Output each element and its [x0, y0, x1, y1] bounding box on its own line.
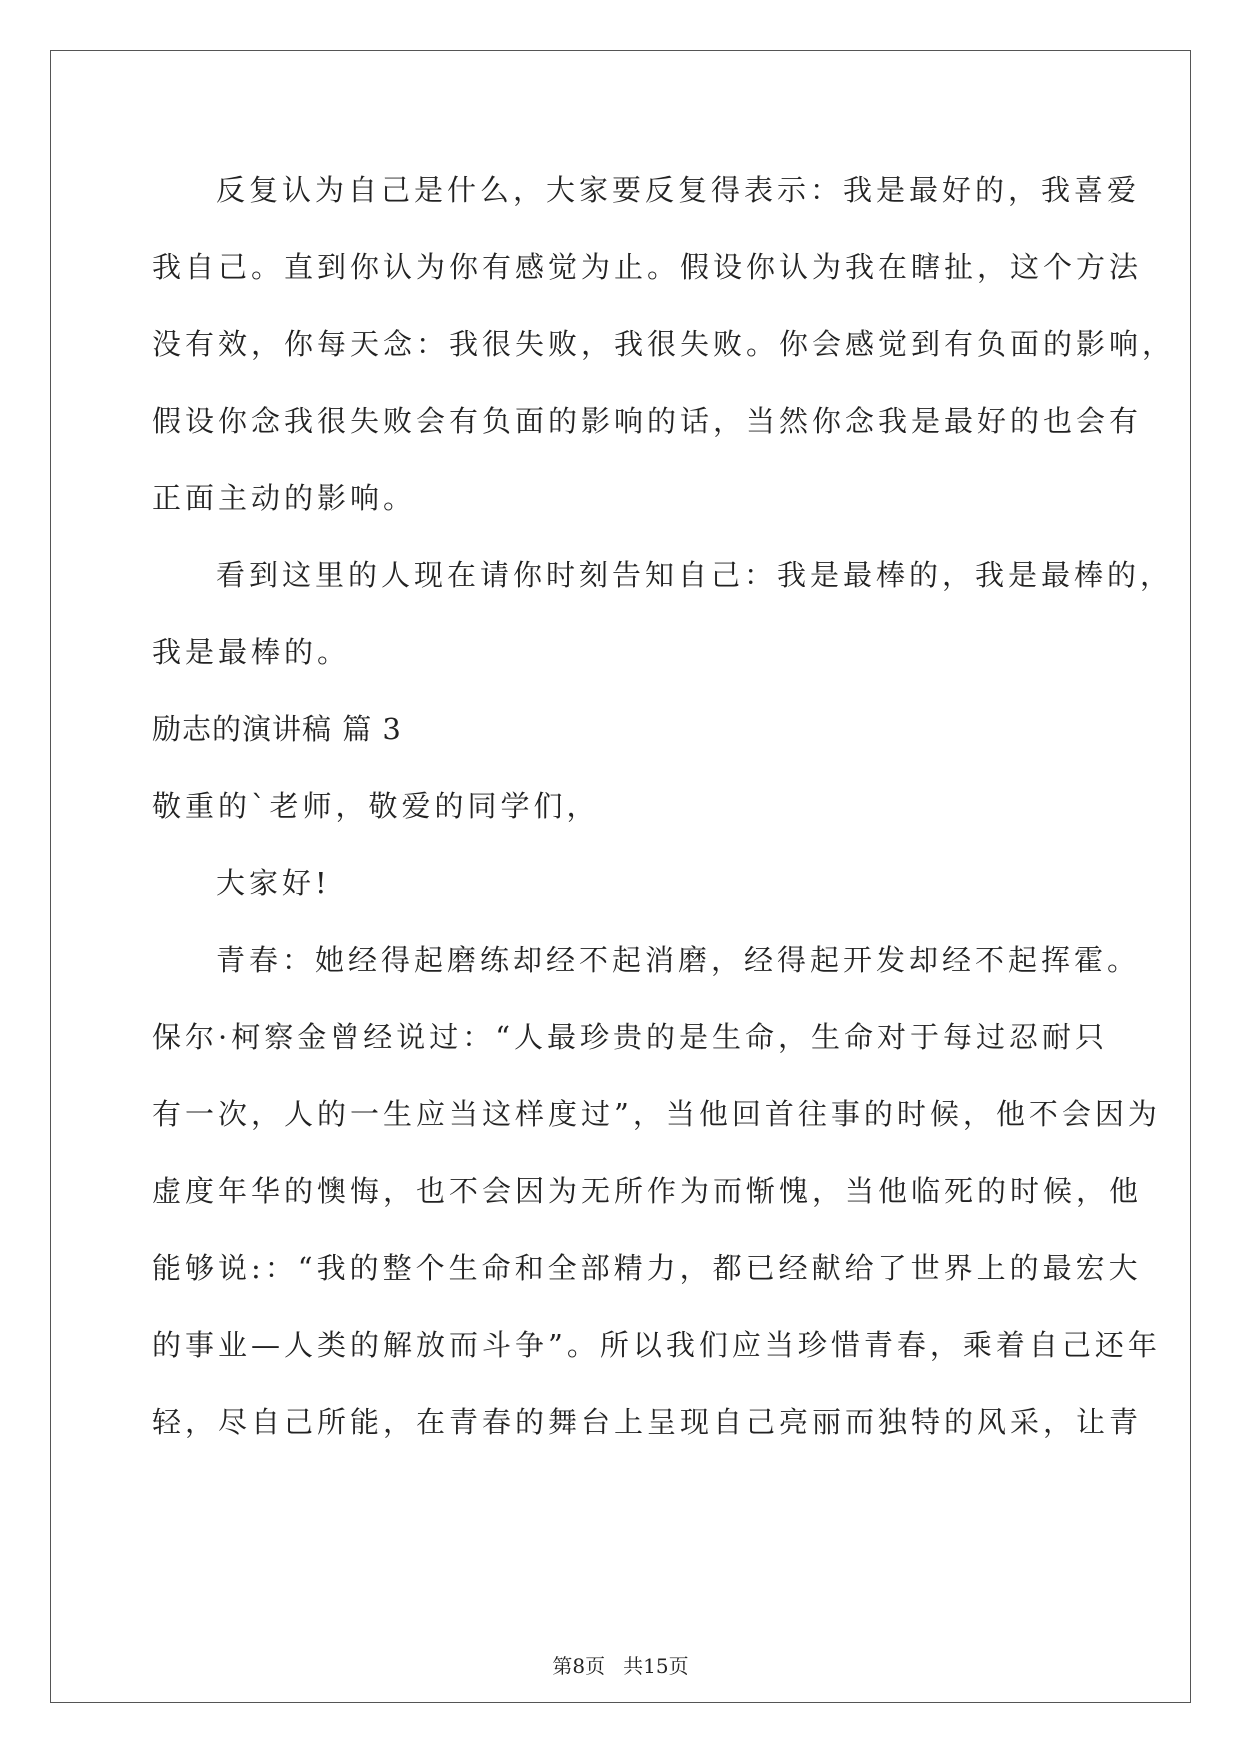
paragraph-line: 我是最棒的。: [152, 635, 351, 669]
paragraph-line: 青春：她经得起磨练却经不起消磨，经得起开发却经不起挥霍。: [216, 943, 1141, 977]
greeting: 大家好!: [216, 866, 331, 900]
paragraph-line: 保尔·柯察金曾经说过：“人最珍贵的是生命，生命对于每过忍耐只: [152, 1020, 1109, 1054]
paragraph-line: 能够说:：“我的整个生命和全部精力，都已经献给了世界上的最宏大: [152, 1251, 1142, 1285]
page-number: 第8页: [552, 1654, 606, 1678]
paragraph-line: 的事业—人类的解放而斗争”。所以我们应当珍惜青春，乘着自己还年: [152, 1328, 1161, 1362]
paragraph-line: 正面主动的影响。: [152, 481, 417, 515]
paragraph-line: 有一次，人的一生应当这样度过”，当他回首往事的时候，他不会因为: [152, 1097, 1161, 1131]
salutation: 敬重的`老师，敬爱的同学们，: [152, 789, 600, 823]
paragraph-line: 我自己。直到你认为你有感觉为止。假设你认为我在瞎扯，这个方法: [152, 250, 1143, 284]
paragraph-line: 虚度年华的懊悔，也不会因为无所作为而惭愧，当他临死的时候，他: [152, 1174, 1143, 1208]
paragraph-line: 看到这里的人现在请你时刻告知自己：我是最棒的，我是最棒的，: [216, 558, 1174, 592]
section-heading: 励志的演讲稿 篇 3: [152, 712, 402, 746]
page-total: 共15页: [623, 1654, 689, 1678]
paragraph-line: 没有效，你每天念：我很失败，我很失败。你会感觉到有负面的影响，: [152, 327, 1176, 361]
page-footer: [0, 1652, 1241, 1680]
paragraph-line: 假设你念我很失败会有负面的影响的话，当然你念我是最好的也会有: [152, 404, 1143, 438]
paragraph-line: 轻，尽自己所能，在青春的舞台上呈现自己亮丽而独特的风采，让青: [152, 1405, 1143, 1439]
paragraph-line: 反复认为自己是什么，大家要反复得表示：我是最好的，我喜爱: [216, 173, 1141, 207]
